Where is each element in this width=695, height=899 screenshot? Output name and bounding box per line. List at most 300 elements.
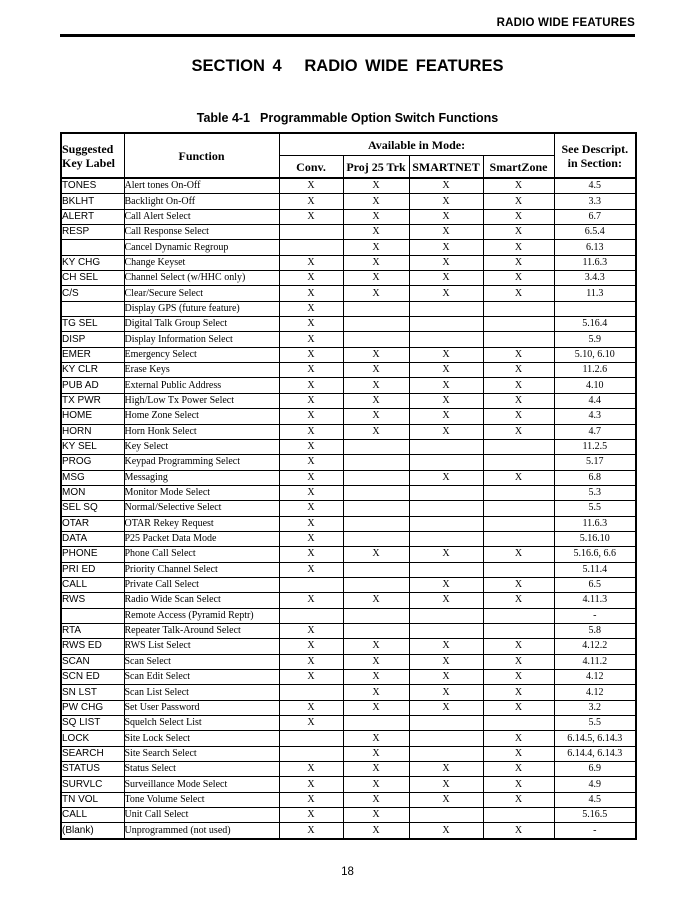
section-cell: 5.11.4: [554, 562, 636, 577]
mode-proj25-cell: X: [343, 378, 409, 393]
table-row: [61, 639, 636, 654]
function-cell: Normal/Selective Select: [124, 501, 279, 516]
mode-conv-cell: X: [279, 393, 343, 408]
section-cell: 4.5: [554, 792, 636, 807]
key-label-cell: ALERT: [61, 209, 124, 224]
table-row: [61, 409, 636, 424]
section-cell: -: [554, 823, 636, 839]
function-cell: Unit Call Select: [124, 808, 279, 823]
section-cell: 5.16.4: [554, 317, 636, 332]
mode-conv-cell: X: [279, 378, 343, 393]
section-cell: 11.3: [554, 286, 636, 301]
mode-smartnet-cell: [409, 608, 483, 623]
section-cell: 4.12: [554, 685, 636, 700]
mode-smartzone-cell: X: [483, 670, 554, 685]
mode-smartzone-cell: X: [483, 393, 554, 408]
section-cell: 4.12.2: [554, 639, 636, 654]
mode-smartzone-cell: [483, 317, 554, 332]
mode-smartnet-cell: X: [409, 577, 483, 592]
section-cell: 6.5: [554, 577, 636, 592]
table-row: [61, 194, 636, 209]
key-label-cell: CH SEL: [61, 271, 124, 286]
function-cell: Channel Select (w/HHC only): [124, 271, 279, 286]
key-label-cell: PROG: [61, 455, 124, 470]
function-cell: Erase Keys: [124, 363, 279, 378]
mode-smartzone-cell: [483, 455, 554, 470]
mode-proj25-cell: [343, 485, 409, 500]
mode-conv-cell: [279, 731, 343, 746]
mode-smartnet-cell: X: [409, 639, 483, 654]
mode-proj25-cell: X: [343, 700, 409, 715]
key-label-cell: SCAN: [61, 654, 124, 669]
function-cell: Digital Talk Group Select: [124, 317, 279, 332]
table-row: [61, 792, 636, 807]
header-see-section: See Descript. in Section:: [554, 133, 636, 178]
table-row: [61, 808, 636, 823]
function-cell: Backlight On-Off: [124, 194, 279, 209]
key-label-cell: TX PWR: [61, 393, 124, 408]
mode-conv-cell: X: [279, 792, 343, 807]
key-label-cell: [61, 608, 124, 623]
mode-conv-cell: X: [279, 409, 343, 424]
mode-smartnet-cell: X: [409, 255, 483, 270]
mode-smartnet-cell: [409, 485, 483, 500]
mode-smartnet-cell: [409, 516, 483, 531]
mode-smartnet-cell: [409, 731, 483, 746]
mode-proj25-cell: X: [343, 654, 409, 669]
mode-conv-cell: X: [279, 670, 343, 685]
mode-smartnet-cell: X: [409, 393, 483, 408]
mode-smartzone-cell: [483, 562, 554, 577]
mode-smartnet-cell: X: [409, 762, 483, 777]
table-row: [61, 516, 636, 531]
section-cell: 6.14.4, 6.14.3: [554, 746, 636, 761]
mode-proj25-cell: X: [343, 593, 409, 608]
section-cell: 5.3: [554, 485, 636, 500]
key-label-cell: CALL: [61, 577, 124, 592]
mode-proj25-cell: X: [343, 823, 409, 839]
mode-smartzone-cell: X: [483, 286, 554, 301]
section-cell: 6.7: [554, 209, 636, 224]
mode-smartnet-cell: [409, 531, 483, 546]
section-cell: 5.17: [554, 455, 636, 470]
section-cell: 4.11.2: [554, 654, 636, 669]
header-mode-proj25: Proj 25 Trk: [343, 156, 409, 179]
function-cell: Scan Select: [124, 654, 279, 669]
mode-smartnet-cell: X: [409, 378, 483, 393]
mode-smartnet-cell: X: [409, 777, 483, 792]
mode-proj25-cell: X: [343, 792, 409, 807]
mode-smartzone-cell: X: [483, 685, 554, 700]
section-cell: 5.16.6, 6.6: [554, 547, 636, 562]
mode-smartnet-cell: X: [409, 685, 483, 700]
function-cell: P25 Packet Data Mode: [124, 531, 279, 546]
section-cell: 4.7: [554, 424, 636, 439]
key-label-cell: SEARCH: [61, 746, 124, 761]
mode-conv-cell: X: [279, 424, 343, 439]
key-label-cell: BKLHT: [61, 194, 124, 209]
table-body: [61, 178, 636, 839]
mode-smartnet-cell: X: [409, 409, 483, 424]
table-row: [61, 424, 636, 439]
key-label-cell: PW CHG: [61, 700, 124, 715]
mode-proj25-cell: X: [343, 271, 409, 286]
mode-proj25-cell: [343, 623, 409, 638]
mode-smartnet-cell: X: [409, 670, 483, 685]
function-cell: RWS List Select: [124, 639, 279, 654]
key-label-cell: KY SEL: [61, 439, 124, 454]
mode-proj25-cell: X: [343, 777, 409, 792]
key-label-cell: EMER: [61, 347, 124, 362]
mode-conv-cell: X: [279, 516, 343, 531]
mode-proj25-cell: X: [343, 178, 409, 194]
mode-conv-cell: X: [279, 716, 343, 731]
mode-proj25-cell: X: [343, 363, 409, 378]
mode-conv-cell: X: [279, 623, 343, 638]
function-cell: Private Call Select: [124, 577, 279, 592]
mode-conv-cell: [279, 608, 343, 623]
key-label-cell: TG SEL: [61, 317, 124, 332]
mode-smartzone-cell: X: [483, 347, 554, 362]
key-label-cell: STATUS: [61, 762, 124, 777]
function-cell: Messaging: [124, 470, 279, 485]
mode-proj25-cell: [343, 439, 409, 454]
mode-smartnet-cell: [409, 746, 483, 761]
mode-smartnet-cell: X: [409, 700, 483, 715]
key-label-cell: SEL SQ: [61, 501, 124, 516]
table-row: [61, 225, 636, 240]
key-label-cell: RESP: [61, 225, 124, 240]
mode-smartnet-cell: [409, 332, 483, 347]
mode-proj25-cell: [343, 531, 409, 546]
mode-proj25-cell: [343, 470, 409, 485]
key-label-cell: TN VOL: [61, 792, 124, 807]
mode-smartnet-cell: X: [409, 470, 483, 485]
function-cell: Emergency Select: [124, 347, 279, 362]
mode-proj25-cell: X: [343, 670, 409, 685]
mode-conv-cell: X: [279, 301, 343, 316]
section-cell: 3.4.3: [554, 271, 636, 286]
table-row: [61, 623, 636, 638]
key-label-cell: RWS: [61, 593, 124, 608]
mode-smartzone-cell: X: [483, 823, 554, 839]
mode-smartzone-cell: X: [483, 470, 554, 485]
mode-proj25-cell: X: [343, 746, 409, 761]
section-cell: 11.6.3: [554, 516, 636, 531]
table-row: [61, 470, 636, 485]
mode-conv-cell: X: [279, 470, 343, 485]
page-number: 18: [341, 866, 354, 878]
mode-smartzone-cell: X: [483, 654, 554, 669]
mode-smartzone-cell: X: [483, 777, 554, 792]
table-row: [61, 347, 636, 362]
mode-conv-cell: X: [279, 439, 343, 454]
mode-proj25-cell: [343, 317, 409, 332]
running-header: RADIO WIDE FEATURES: [496, 17, 635, 29]
section-cell: 11.6.3: [554, 255, 636, 270]
section-cell: 5.16.10: [554, 531, 636, 546]
key-label-cell: HORN: [61, 424, 124, 439]
table-row: [61, 209, 636, 224]
section-title: SECTION 4 RADIO WIDE FEATURES: [191, 57, 504, 75]
section-cell: 5.9: [554, 332, 636, 347]
table-row: [61, 716, 636, 731]
mode-smartzone-cell: [483, 501, 554, 516]
function-cell: Status Select: [124, 762, 279, 777]
mode-conv-cell: X: [279, 639, 343, 654]
function-cell: Tone Volume Select: [124, 792, 279, 807]
function-cell: Call Response Select: [124, 225, 279, 240]
mode-smartzone-cell: X: [483, 639, 554, 654]
mode-conv-cell: X: [279, 823, 343, 839]
section-cell: 3.3: [554, 194, 636, 209]
table-row: [61, 255, 636, 270]
function-cell: Monitor Mode Select: [124, 485, 279, 500]
section-cell: 4.10: [554, 378, 636, 393]
mode-conv-cell: [279, 240, 343, 255]
header-key-label: Suggested Key Label: [61, 133, 124, 178]
mode-proj25-cell: X: [343, 731, 409, 746]
section-cell: 6.13: [554, 240, 636, 255]
key-label-cell: MON: [61, 485, 124, 500]
table-row: [61, 654, 636, 669]
function-cell: Squelch Select List: [124, 716, 279, 731]
key-label-cell: KY CHG: [61, 255, 124, 270]
mode-proj25-cell: X: [343, 194, 409, 209]
table-row: [61, 700, 636, 715]
mode-conv-cell: X: [279, 255, 343, 270]
mode-smartnet-cell: [409, 439, 483, 454]
mode-smartzone-cell: [483, 608, 554, 623]
mode-smartnet-cell: X: [409, 363, 483, 378]
mode-smartnet-cell: X: [409, 792, 483, 807]
mode-proj25-cell: X: [343, 685, 409, 700]
function-cell: Home Zone Select: [124, 409, 279, 424]
mode-proj25-cell: [343, 516, 409, 531]
table-row: [61, 746, 636, 761]
function-cell: Repeater Talk-Around Select: [124, 623, 279, 638]
function-cell: Alert tones On-Off: [124, 178, 279, 194]
table-row: [61, 332, 636, 347]
key-label-cell: PUB AD: [61, 378, 124, 393]
mode-smartnet-cell: [409, 623, 483, 638]
table-row: [61, 378, 636, 393]
mode-conv-cell: X: [279, 593, 343, 608]
table-row: [61, 547, 636, 562]
section-cell: 5.5: [554, 501, 636, 516]
mode-smartzone-cell: X: [483, 378, 554, 393]
header-mode-smartzone: SmartZone: [483, 156, 554, 179]
section-cell: 5.5: [554, 716, 636, 731]
section-cell: 4.11.3: [554, 593, 636, 608]
mode-conv-cell: X: [279, 654, 343, 669]
header-mode-conv: Conv.: [279, 156, 343, 179]
mode-proj25-cell: X: [343, 762, 409, 777]
mode-proj25-cell: [343, 501, 409, 516]
mode-proj25-cell: X: [343, 209, 409, 224]
function-cell: Surveillance Mode Select: [124, 777, 279, 792]
table-row: [61, 301, 636, 316]
section-cell: 5.16.5: [554, 808, 636, 823]
mode-proj25-cell: [343, 716, 409, 731]
mode-proj25-cell: X: [343, 347, 409, 362]
function-cell: Key Select: [124, 439, 279, 454]
function-cell: Phone Call Select: [124, 547, 279, 562]
table-row: [61, 593, 636, 608]
mode-smartzone-cell: X: [483, 593, 554, 608]
table-row: [61, 501, 636, 516]
table-row: [61, 485, 636, 500]
mode-conv-cell: X: [279, 347, 343, 362]
key-label-cell: OTAR: [61, 516, 124, 531]
section-cell: 4.4: [554, 393, 636, 408]
key-label-cell: LOCK: [61, 731, 124, 746]
mode-smartnet-cell: [409, 317, 483, 332]
function-cell: Remote Access (Pyramid Reptr): [124, 608, 279, 623]
mode-conv-cell: X: [279, 317, 343, 332]
mode-conv-cell: X: [279, 485, 343, 500]
mode-conv-cell: X: [279, 363, 343, 378]
mode-conv-cell: X: [279, 501, 343, 516]
mode-smartzone-cell: [483, 439, 554, 454]
key-label-cell: C/S: [61, 286, 124, 301]
mode-smartzone-cell: X: [483, 178, 554, 194]
table-row: [61, 608, 636, 623]
mode-proj25-cell: X: [343, 424, 409, 439]
table-row: [61, 823, 636, 839]
function-cell: Clear/Secure Select: [124, 286, 279, 301]
mode-smartnet-cell: X: [409, 209, 483, 224]
table-caption: [0, 111, 695, 125]
function-cell: Scan Edit Select: [124, 670, 279, 685]
key-label-cell: KY CLR: [61, 363, 124, 378]
mode-smartnet-cell: [409, 301, 483, 316]
mode-smartnet-cell: X: [409, 178, 483, 194]
mode-proj25-cell: X: [343, 393, 409, 408]
table-row: [61, 439, 636, 454]
table-row: [61, 455, 636, 470]
function-cell: Unprogrammed (not used): [124, 823, 279, 839]
mode-smartzone-cell: X: [483, 255, 554, 270]
mode-smartzone-cell: [483, 332, 554, 347]
mode-smartzone-cell: [483, 623, 554, 638]
mode-smartzone-cell: X: [483, 409, 554, 424]
mode-conv-cell: X: [279, 762, 343, 777]
mode-smartnet-cell: X: [409, 225, 483, 240]
key-label-cell: CALL: [61, 808, 124, 823]
key-label-cell: SURVLC: [61, 777, 124, 792]
section-cell: 6.5.4: [554, 225, 636, 240]
mode-conv-cell: [279, 685, 343, 700]
mode-proj25-cell: X: [343, 639, 409, 654]
mode-conv-cell: X: [279, 178, 343, 194]
mode-proj25-cell: [343, 332, 409, 347]
table-caption-title: Programmable Option Switch Functions: [260, 111, 499, 125]
mode-smartzone-cell: X: [483, 225, 554, 240]
mode-smartzone-cell: X: [483, 577, 554, 592]
mode-smartzone-cell: X: [483, 547, 554, 562]
function-cell: Site Lock Select: [124, 731, 279, 746]
table-row: [61, 562, 636, 577]
mode-smartnet-cell: X: [409, 547, 483, 562]
mode-smartzone-cell: X: [483, 209, 554, 224]
table-row: [61, 240, 636, 255]
mode-proj25-cell: [343, 562, 409, 577]
mode-smartnet-cell: X: [409, 240, 483, 255]
section-cell: 6.14.5, 6.14.3: [554, 731, 636, 746]
key-label-cell: SN LST: [61, 685, 124, 700]
key-label-cell: MSG: [61, 470, 124, 485]
mode-smartzone-cell: [483, 808, 554, 823]
table-row: [61, 317, 636, 332]
function-cell: Horn Honk Select: [124, 424, 279, 439]
mode-proj25-cell: [343, 301, 409, 316]
table-row: [61, 363, 636, 378]
mode-proj25-cell: X: [343, 808, 409, 823]
section-cell: 6.8: [554, 470, 636, 485]
key-label-cell: PRI ED: [61, 562, 124, 577]
table-row: [61, 271, 636, 286]
mode-smartnet-cell: X: [409, 823, 483, 839]
table-row: [61, 178, 636, 194]
mode-smartzone-cell: [483, 301, 554, 316]
table-row: [61, 731, 636, 746]
function-cell: Change Keyset: [124, 255, 279, 270]
header-available-in-mode: Available in Mode:: [279, 133, 554, 156]
mode-proj25-cell: X: [343, 255, 409, 270]
section-cell: 4.12: [554, 670, 636, 685]
mode-conv-cell: X: [279, 332, 343, 347]
table-row: [61, 670, 636, 685]
mode-smartnet-cell: [409, 562, 483, 577]
key-label-cell: (Blank): [61, 823, 124, 839]
key-label-cell: HOME: [61, 409, 124, 424]
mode-smartzone-cell: X: [483, 240, 554, 255]
table-row: [61, 531, 636, 546]
mode-smartzone-cell: X: [483, 271, 554, 286]
key-label-cell: PHONE: [61, 547, 124, 562]
mode-smartzone-cell: [483, 716, 554, 731]
section-cell: 4.5: [554, 178, 636, 194]
mode-conv-cell: X: [279, 808, 343, 823]
mode-smartnet-cell: X: [409, 194, 483, 209]
mode-conv-cell: X: [279, 562, 343, 577]
section-cell: 3.2: [554, 700, 636, 715]
mode-smartnet-cell: X: [409, 347, 483, 362]
mode-smartzone-cell: X: [483, 194, 554, 209]
mode-conv-cell: [279, 746, 343, 761]
section-cell: 5.8: [554, 623, 636, 638]
mode-conv-cell: X: [279, 531, 343, 546]
mode-conv-cell: X: [279, 455, 343, 470]
mode-smartzone-cell: X: [483, 762, 554, 777]
section-cell: 4.3: [554, 409, 636, 424]
mode-conv-cell: [279, 225, 343, 240]
function-cell: Site Search Select: [124, 746, 279, 761]
header-rule: [60, 34, 635, 37]
mode-conv-cell: X: [279, 286, 343, 301]
mode-proj25-cell: X: [343, 225, 409, 240]
key-label-cell: RWS ED: [61, 639, 124, 654]
key-label-cell: [61, 301, 124, 316]
mode-proj25-cell: X: [343, 547, 409, 562]
table-row: [61, 577, 636, 592]
mode-smartzone-cell: X: [483, 363, 554, 378]
mode-conv-cell: X: [279, 271, 343, 286]
mode-smartzone-cell: [483, 516, 554, 531]
function-cell: Priority Channel Select: [124, 562, 279, 577]
mode-smartnet-cell: [409, 716, 483, 731]
